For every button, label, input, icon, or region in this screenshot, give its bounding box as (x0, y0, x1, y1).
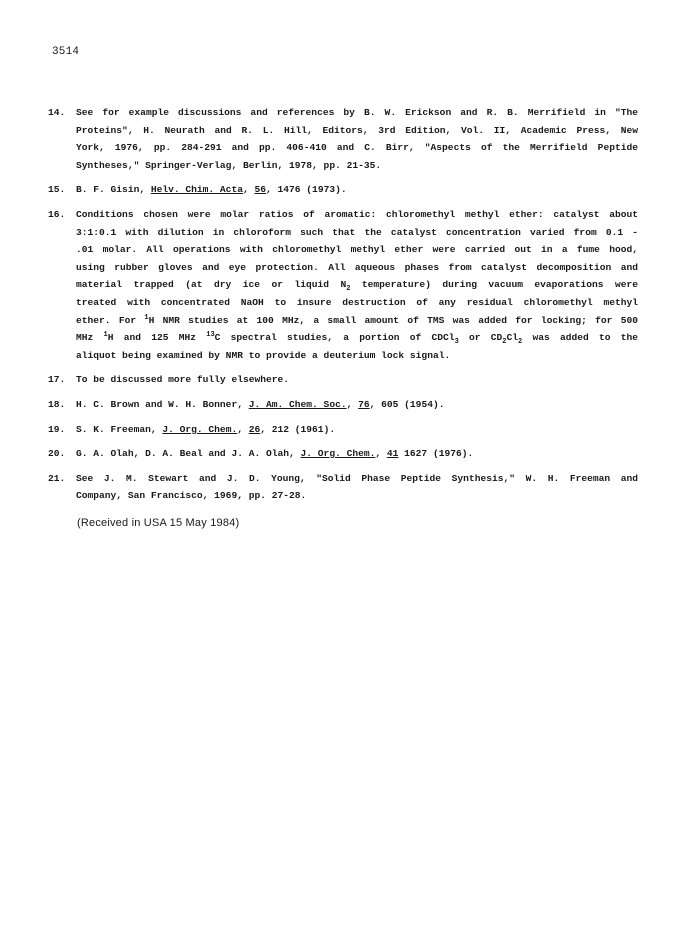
reference-text (76, 371, 638, 389)
citation-pages-year: , 605 (1954). (369, 398, 445, 410)
superscript: 1 (144, 313, 149, 322)
subscript: 2 (502, 338, 507, 347)
reference-19 (48, 421, 638, 439)
reference-line (76, 329, 638, 347)
citation-separator: , (242, 184, 255, 196)
reference-18 (48, 396, 638, 414)
superscript: 1 (103, 330, 108, 339)
citation-separator: , (375, 448, 387, 460)
reference-14 (48, 104, 638, 174)
reference-line: 3:1:0.1 with dilution in chloroform such that the catalyst concentration varied from 0.1 - (76, 226, 638, 238)
reference-number: 19. (48, 423, 66, 435)
text-run: Cl (506, 332, 518, 344)
journal-title: J. Am. Chem. Soc. (248, 398, 347, 410)
reference-number: 21. (48, 472, 66, 484)
reference-line (76, 181, 638, 199)
text-run: material trapped (at dry ice or liquid N (76, 279, 347, 291)
text-run: was added to the (522, 332, 638, 344)
reference-line: See for example discussions and references by B. W. Erickson and R. B. Merrifield in "The (76, 107, 638, 118)
reference-number: 14. (48, 107, 66, 118)
reference-line: To be discussed more fully elsewhere. (76, 374, 290, 386)
page-number: 3514 (52, 46, 80, 58)
reference-line (76, 312, 638, 330)
reference-line: See J. M. Stewart and J. D. Young, "Solid Phase Peptide Synthesis," W. H. Freeman and (76, 472, 638, 484)
reference-list (48, 104, 638, 512)
subscript: 2 (518, 338, 523, 347)
reference-line (76, 396, 638, 414)
reference-line: treated with concentrated NaOH to insure destruction of any residual chloromethyl methyl (76, 296, 638, 308)
reference-line: York, 1976, pp. 284-291 and pp. 406-410 and C. Birr, "Aspects of the Merrifield Peptide (76, 142, 638, 154)
reference-number: 20. (48, 448, 66, 460)
citation-pages-year: 1627 (1976). (398, 448, 474, 460)
received-date-note: (Received in USA 15 May 1984) (77, 517, 240, 529)
text-run: or CD (458, 332, 503, 344)
journal-title: Helv. Chim. Acta (150, 184, 243, 196)
reference-text (76, 470, 638, 505)
citation-authors: B. F. Gisin, (76, 184, 151, 196)
text-run: H NMR studies at 100 MHz, a small amount of TMS was added for locking; for 500 (148, 314, 638, 326)
reference-17 (48, 371, 638, 389)
reference-line: Proteins", H. Neurath and R. L. Hill, Editors, 3rd Edition, Vol. II, Academic Press, New (76, 124, 638, 136)
subscript: 3 (454, 338, 459, 347)
citation-pages-year: , 212 (1961). (260, 423, 336, 435)
journal-volume: 76 (358, 398, 370, 410)
journal-title: J. Org. Chem. (162, 423, 238, 435)
superscript: 13 (206, 330, 215, 339)
reference-number: 18. (48, 398, 66, 410)
text-run: temperature) during vacuum evaporations were (350, 279, 638, 291)
journal-volume: 26 (248, 423, 261, 435)
subscript: 2 (346, 285, 351, 294)
reference-20 (48, 445, 638, 463)
reference-line: .01 molar. All operations with chloromethyl methyl ether were carried out in a fume hood, (76, 244, 638, 256)
reference-number: 17. (48, 374, 66, 386)
reference-line: Conditions chosen were molar ratios of aromatic: chloromethyl methyl ether: catalyst about (76, 208, 638, 220)
reference-text (76, 104, 638, 174)
journal-volume: 41 (386, 448, 399, 460)
reference-21 (48, 470, 638, 505)
text-run: C spectral studies, a portion of CDCl (214, 332, 455, 344)
journal-volume: 56 (254, 184, 266, 196)
reference-text (76, 206, 638, 364)
citation-authors: G. A. Olah, D. A. Beal and J. A. Olah, (76, 448, 301, 460)
reference-text (76, 181, 638, 199)
citation-separator: , (346, 398, 359, 410)
citation-authors: H. C. Brown and W. H. Bonner, (76, 398, 249, 410)
reference-text (76, 421, 638, 439)
reference-line: using rubber gloves and eye protection. All aqueous phases from catalyst decomposition and (76, 261, 638, 273)
reference-16 (48, 206, 638, 364)
reference-line (76, 445, 638, 463)
reference-line: Company, San Francisco, 1969, pp. 27-28. (76, 490, 307, 502)
reference-15 (48, 181, 638, 199)
reference-text (76, 396, 638, 414)
reference-number: 16. (48, 208, 66, 220)
reference-number: 15. (48, 184, 66, 196)
citation-authors: S. K. Freeman, (76, 423, 163, 435)
text-run: H and 125 MHz (107, 332, 207, 344)
reference-line: aliquot being examined by NMR to provide a deuterium lock signal. (76, 349, 451, 361)
text-run: ether. For (76, 314, 145, 326)
citation-separator: , (237, 423, 249, 435)
journal-title: J. Org. Chem. (300, 448, 376, 460)
reference-line: Syntheses," Springer-Verlag, Berlin, 1978, pp. 21-35. (76, 159, 382, 171)
text-run: MHz (76, 332, 104, 344)
reference-line (76, 276, 638, 294)
reference-line (76, 421, 638, 439)
reference-text (76, 445, 638, 463)
citation-pages-year: , 1476 (1973). (266, 184, 347, 196)
